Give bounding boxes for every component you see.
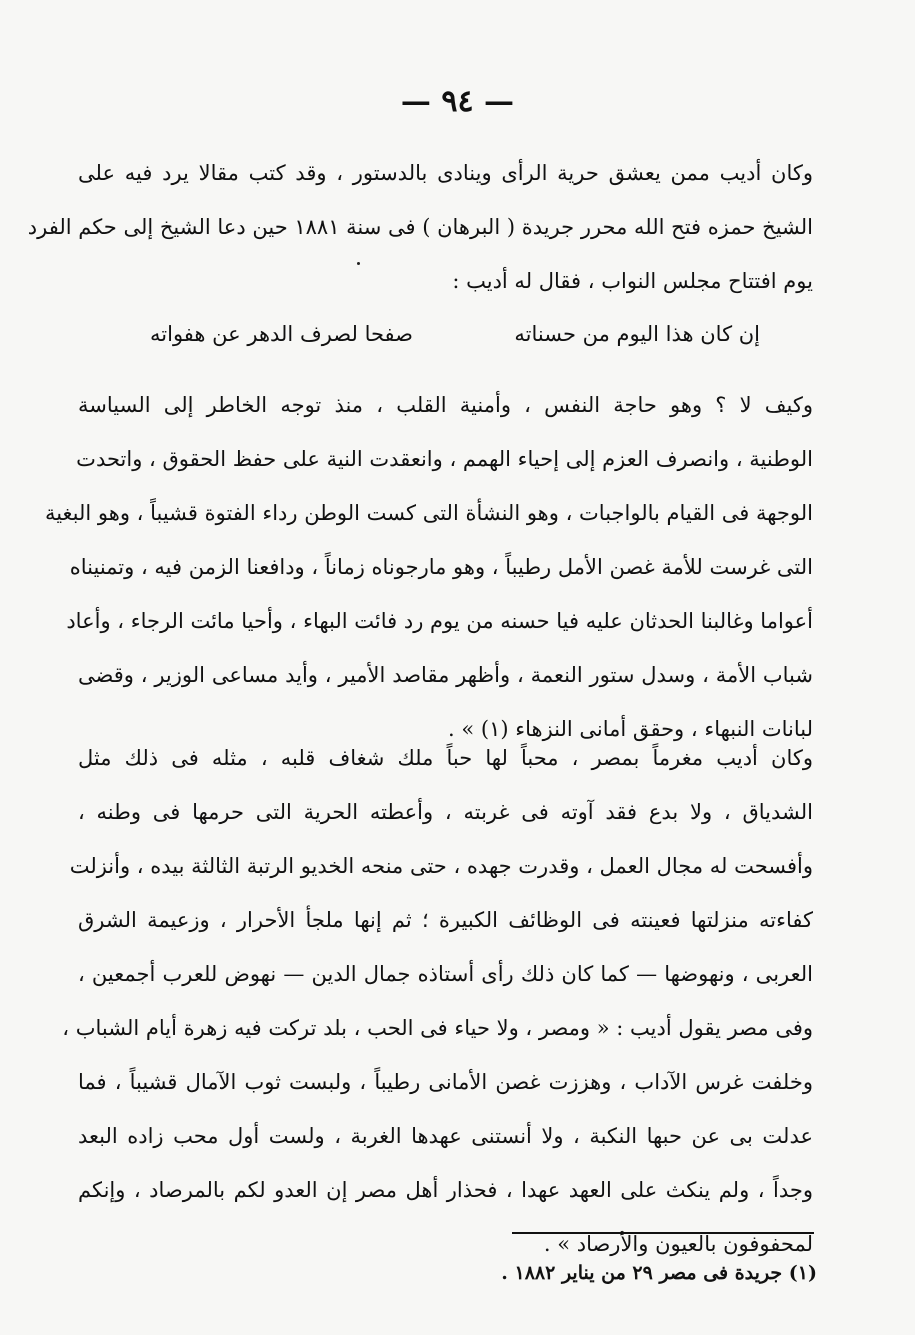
text-line: وكان أديب مغرماً بمصر ، محباً لها حباً ملك شغاف قلبه ، مثله فى ذلك مثل: [78, 746, 813, 770]
verse-second-hemistich: صفحا لصرف الدهر عن هفواته: [150, 322, 413, 346]
text-line: وفى مصر يقول أديب : « ومصر ، ولا حياء فى الحب ، بلد تركت فيه زهرة أيام الشباب ،: [62, 1016, 813, 1040]
footnote: (١) جريدة فى مصر ٢٩ من يناير ١٨٨٢ .: [501, 1262, 817, 1284]
text-line: التى غرست للأمة غصن الأمل رطيباً ، وهو مارجوناه زماناً ، ودافعنا الزمن فيه ، وتمنيناه: [69, 555, 813, 579]
page-number: — ٩٤ —: [400, 84, 515, 119]
text-line: الشيخ حمزه فتح الله محرر جريدة ( البرهان ) فى سنة ١٨٨١ حين دعا الشيخ إلى حكم الفرد: [27, 215, 813, 239]
text-line: الوطنية ، وانصرف العزم إلى إحياء الهمم ، وانعقدت النية على حفظ الحقوق ، واتحدت: [76, 447, 813, 471]
footnote-divider: [512, 1232, 814, 1234]
text-line: وخلفت غرس الآداب ، وهززت غصن الأمانى رطيباً ، ولبست ثوب الآمال قشيباً ، فما: [78, 1070, 813, 1094]
paragraph-2: [44, 378, 813, 756]
text-line: كفاءته منزلتها فعينته فى الوظائف الكبيرة ؛ ثم إنها ملجأ الأحرار ، وزعيمة الشرق: [78, 908, 813, 932]
text-line: يوم افتتاح مجلس النواب ، فقال له أديب :: [452, 269, 813, 293]
text-line: العربى ، ونهوضها — كما كان ذلك رأى أستاذه جمال الدين — نهوض للعرب أجمعين ،: [78, 962, 813, 986]
paragraph-3: [62, 731, 813, 1271]
text-line: شباب الأمة ، وسدل ستور النعمة ، وأظهر مقاصد الأمير ، وأيد مساعى الوزير ، وقضى: [78, 663, 813, 687]
text-line: لبانات النبهاء ، وحقق أمانى النزهاء (١) » .: [448, 717, 813, 741]
text-line: عدلت بى عن حبها النكبة ، ولا أنستنى عهدها الغربة ، ولست أول محب زاده البعد: [78, 1124, 813, 1148]
text-line: لمحفوفون بالعيون والأرصاد » .: [543, 1232, 813, 1256]
verse-first-hemistich: إن كان هذا اليوم من حسناته: [514, 322, 760, 346]
text-line: الوجهة فى القيام بالواجبات ، وهو النشأة التى كست الوطن رداء الفتوة قشيباً ، وهو البغية: [44, 501, 813, 525]
ink-speck: [357, 262, 360, 265]
poem-verse: [150, 312, 760, 356]
text-line: وكان أديب ممن يعشق حرية الرأى وينادى بالدستور ، وقد كتب مقالا يرد فيه على: [78, 161, 813, 185]
text-line: أعواما وغالبنا الحدثان عليه فيا حسنه من يوم رد فائت البهاء ، وأحيا مائت الرجاء ، وأعاد: [66, 609, 813, 633]
text-line: وكيف لا ؟ وهو حاجة النفس ، وأمنية القلب ، منذ توجه الخاطر إلى السياسة: [78, 393, 813, 417]
text-line: وجداً ، ولم ينكث على العهد عهدا ، فحذار أهل مصر إن العدو لكم بالمرصاد ، وإنكم: [78, 1178, 813, 1202]
text-line: الشدياق ، ولا بدع فقد آوته فى غربته ، وأعطته الحرية التى حرمها فى وطنه ،: [78, 800, 813, 824]
text-line: وأفسحت له مجال العمل ، وقدرت جهده ، حتى منحه الخديو الرتبة الثالثة بيده ، وأنزلت: [69, 854, 813, 878]
paragraph-1: [27, 146, 813, 308]
